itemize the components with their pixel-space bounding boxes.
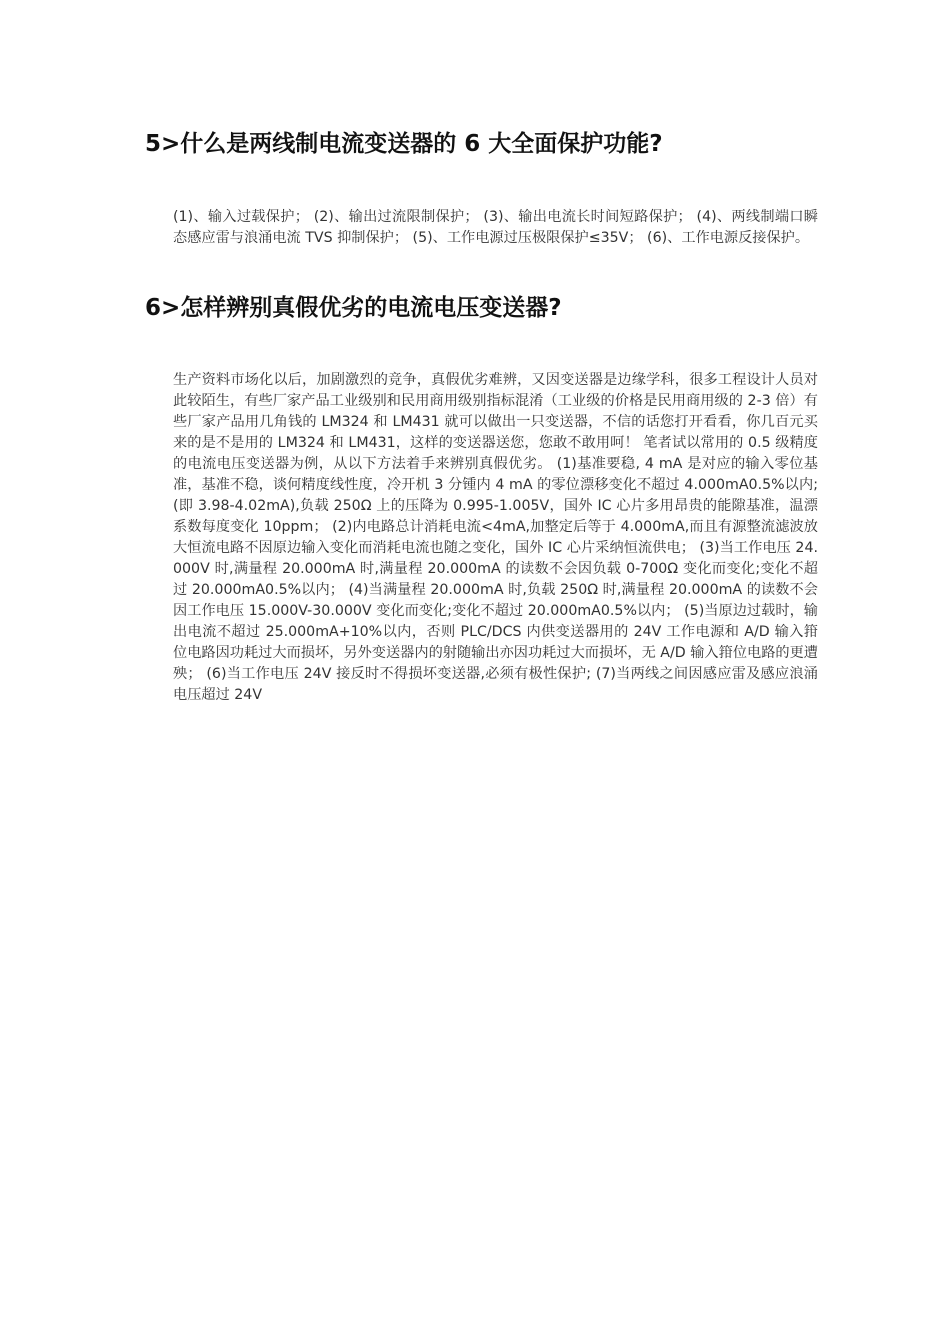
section-5-heading: 5>什么是两线制电流变送器的 6 大全面保护功能?: [145, 131, 663, 157]
section-5-body: (1)、输入过载保护； (2)、输出过流限制保护； (3)、输出电流长时间短路保护； (4)、两线制端口瞬态感应雷与浪涌电流 TVS 抑制保护； (5)、工作电源过压极限保护≤35V； (6)、工作电源反接保护。: [173, 209, 818, 246]
section-6-body: 生产资料市场化以后，加剧激烈的竞争，真假优劣难辨，又因变送器是边缘学科，很多工程设计人员对此较陌生，有些厂家产品工业级别和民用商用级别指标混淆（工业级的价格是民用商用级的 2-3 倍）有些厂家产品用几角钱的 LM324 和 LM431 就可以做出一只变送器，不信的话您打开看看，你几百元买来的是不是用的 LM324 和 LM431，这样的变送器送您，您敢不敢用呵！ 笔者试以常用的 0.5 级精度的电流电压变送器为例，从以下方法着手来辨别真假优劣。 (1)基准要稳, 4 mA 是对应的输入零位基准，基准不稳，谈何精度线性度，冷开机 3 分锺内 4 mA 的零位漂移变化不超过 4.000mA0.5%以内;(即 3.98-4.02mA),负载 250Ω 上的压降为 0.995-1.005V，国外 IC 心片多用昂贵的能隙基准，温漂系数每度变化 10ppm； (2)内电路总计消耗电流<4mA,加整定后等于 4.000mA,而且有源整流滤波放大恒流电路不因原边输入变化而消耗电流也随之变化，国外 IC 心片采纳恒流供电； (3)当工作电压 24.000V 时,满量程 20.000mA 时,满量程 20.000mA 的读数不会因负载 0-700Ω 变化而变化;变化不超过 20.000mA0.5%以内； (4)当满量程 20.000mA 时,负载 250Ω 时,满量程 20.000mA 的读数不会因工作电压 15.000V-30.000V 变化而变化;变化不超过 20.000mA0.5%以内； (5)当原边过载时，输出电流不超过 25.000mA+10%以内，否则 PLC/DCS 内供变送器用的 24V 工作电源和 A/D 输入箝位电路因功耗过大而损坏，另外变送器内的射随输出亦因功耗过大而损坏，无 A/D 输入箝位电路的更遭殃； (6)当工作电压 24V 接反时不得损坏变送器,必须有极性保护; (7)当两线之间因感应雷及感应浪涌电压超过 24V: [173, 372, 818, 703]
section-6-heading: 6>怎样辨别真假优劣的电流电压变送器?: [145, 295, 562, 321]
